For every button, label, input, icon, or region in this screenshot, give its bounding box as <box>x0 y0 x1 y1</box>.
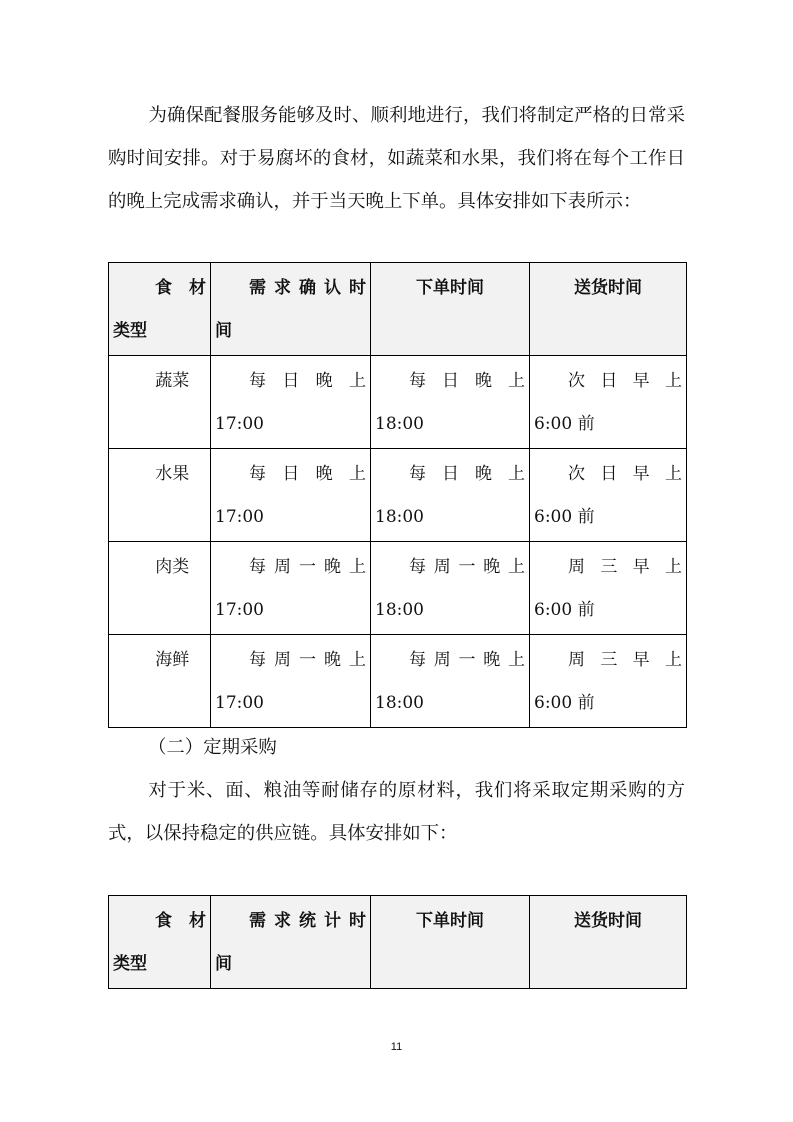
header-cell <box>211 896 371 989</box>
section-heading: （二）定期采购 <box>148 737 277 758</box>
header-cell <box>211 263 371 356</box>
header-text: 需求统计时 <box>249 911 366 931</box>
cell-text: 次日早上 <box>568 371 682 391</box>
table-cell <box>211 542 371 635</box>
table-cell <box>530 356 687 449</box>
header-cell <box>109 263 211 356</box>
header-text: 类型 <box>113 954 147 974</box>
table-cell <box>530 635 687 728</box>
cell-text: 海鲜 <box>155 650 190 670</box>
cell-text: 17:00 <box>215 414 264 434</box>
header-cell <box>530 263 687 356</box>
table-row <box>109 542 687 635</box>
cell-text: 每周一晚上 <box>249 557 366 577</box>
cell-text: 水果 <box>155 464 190 484</box>
table-cell <box>530 542 687 635</box>
cell-text: 18:00 <box>375 414 424 434</box>
page-number: 11 <box>390 1041 403 1053</box>
header-text: 间 <box>215 954 232 974</box>
header-text: 间 <box>215 321 232 341</box>
cell-text: 每日晚上 <box>249 371 366 391</box>
cell-text: 每日晚上 <box>249 464 366 484</box>
cell-text: 周三早上 <box>568 650 682 670</box>
cell-text: 18:00 <box>375 507 424 527</box>
cell-text: 肉类 <box>155 557 190 577</box>
header-text: 食 材 <box>155 911 206 931</box>
header-text: 食 材 <box>155 278 206 298</box>
table-cell <box>211 635 371 728</box>
header-cell <box>109 896 211 989</box>
cell-text: 17:00 <box>215 507 264 527</box>
cell-text: 蔬菜 <box>155 371 190 391</box>
cell-text: 18:00 <box>375 693 424 713</box>
periodic-paragraph: 对于米、面、粮油等耐储存的原材料，我们将采取定期采购的方式，以保持稳定的供应链。具体安排如下： <box>108 780 685 844</box>
table-cell <box>530 449 687 542</box>
cell-text: 每周一晚上 <box>249 650 366 670</box>
cell-text: 次日早上 <box>568 464 682 484</box>
daily-purchase-table <box>108 262 687 728</box>
cell-text: 6:00 前 <box>534 414 595 434</box>
cell-text: 每周一晚上 <box>409 650 525 670</box>
table-row <box>109 356 687 449</box>
header-text: 类型 <box>113 321 147 341</box>
cell-text: 每日晚上 <box>409 464 525 484</box>
table-cell <box>109 635 211 728</box>
header-text: 送货时间 <box>574 911 642 931</box>
table-cell <box>371 635 530 728</box>
table-cell <box>211 356 371 449</box>
table-cell <box>109 449 211 542</box>
cell-text: 18:00 <box>375 600 424 620</box>
intro-paragraph: 为确保配餐服务能够及时、顺利地进行，我们将制定严格的日常采购时间安排。对于易腐坏的食材，如蔬菜和水果，我们将在每个工作日的晚上完成需求确认，并于当天晚上下单。具体安排如下表所示： <box>108 105 685 212</box>
table-header-row <box>109 263 687 356</box>
header-cell <box>371 263 530 356</box>
header-text: 下单时间 <box>416 911 484 931</box>
cell-text: 周三早上 <box>568 557 682 577</box>
cell-text: 17:00 <box>215 693 264 713</box>
header-cell <box>530 896 687 989</box>
cell-text: 6:00 前 <box>534 693 595 713</box>
cell-text: 每日晚上 <box>409 371 525 391</box>
table-cell <box>211 449 371 542</box>
header-text: 需求确认时 <box>249 278 366 298</box>
header-text: 下单时间 <box>416 278 484 298</box>
table-cell <box>371 356 530 449</box>
cell-text: 每周一晚上 <box>409 557 525 577</box>
periodic-purchase-table <box>108 895 687 989</box>
header-text: 送货时间 <box>574 278 642 298</box>
header-cell <box>371 896 530 989</box>
table-cell <box>109 356 211 449</box>
cell-text: 6:00 前 <box>534 507 595 527</box>
table-cell <box>109 542 211 635</box>
cell-text: 17:00 <box>215 600 264 620</box>
table-row <box>109 635 687 728</box>
table-cell <box>371 542 530 635</box>
table-row <box>109 449 687 542</box>
cell-text: 6:00 前 <box>534 600 595 620</box>
table-header-row <box>109 896 687 989</box>
table-cell <box>371 449 530 542</box>
